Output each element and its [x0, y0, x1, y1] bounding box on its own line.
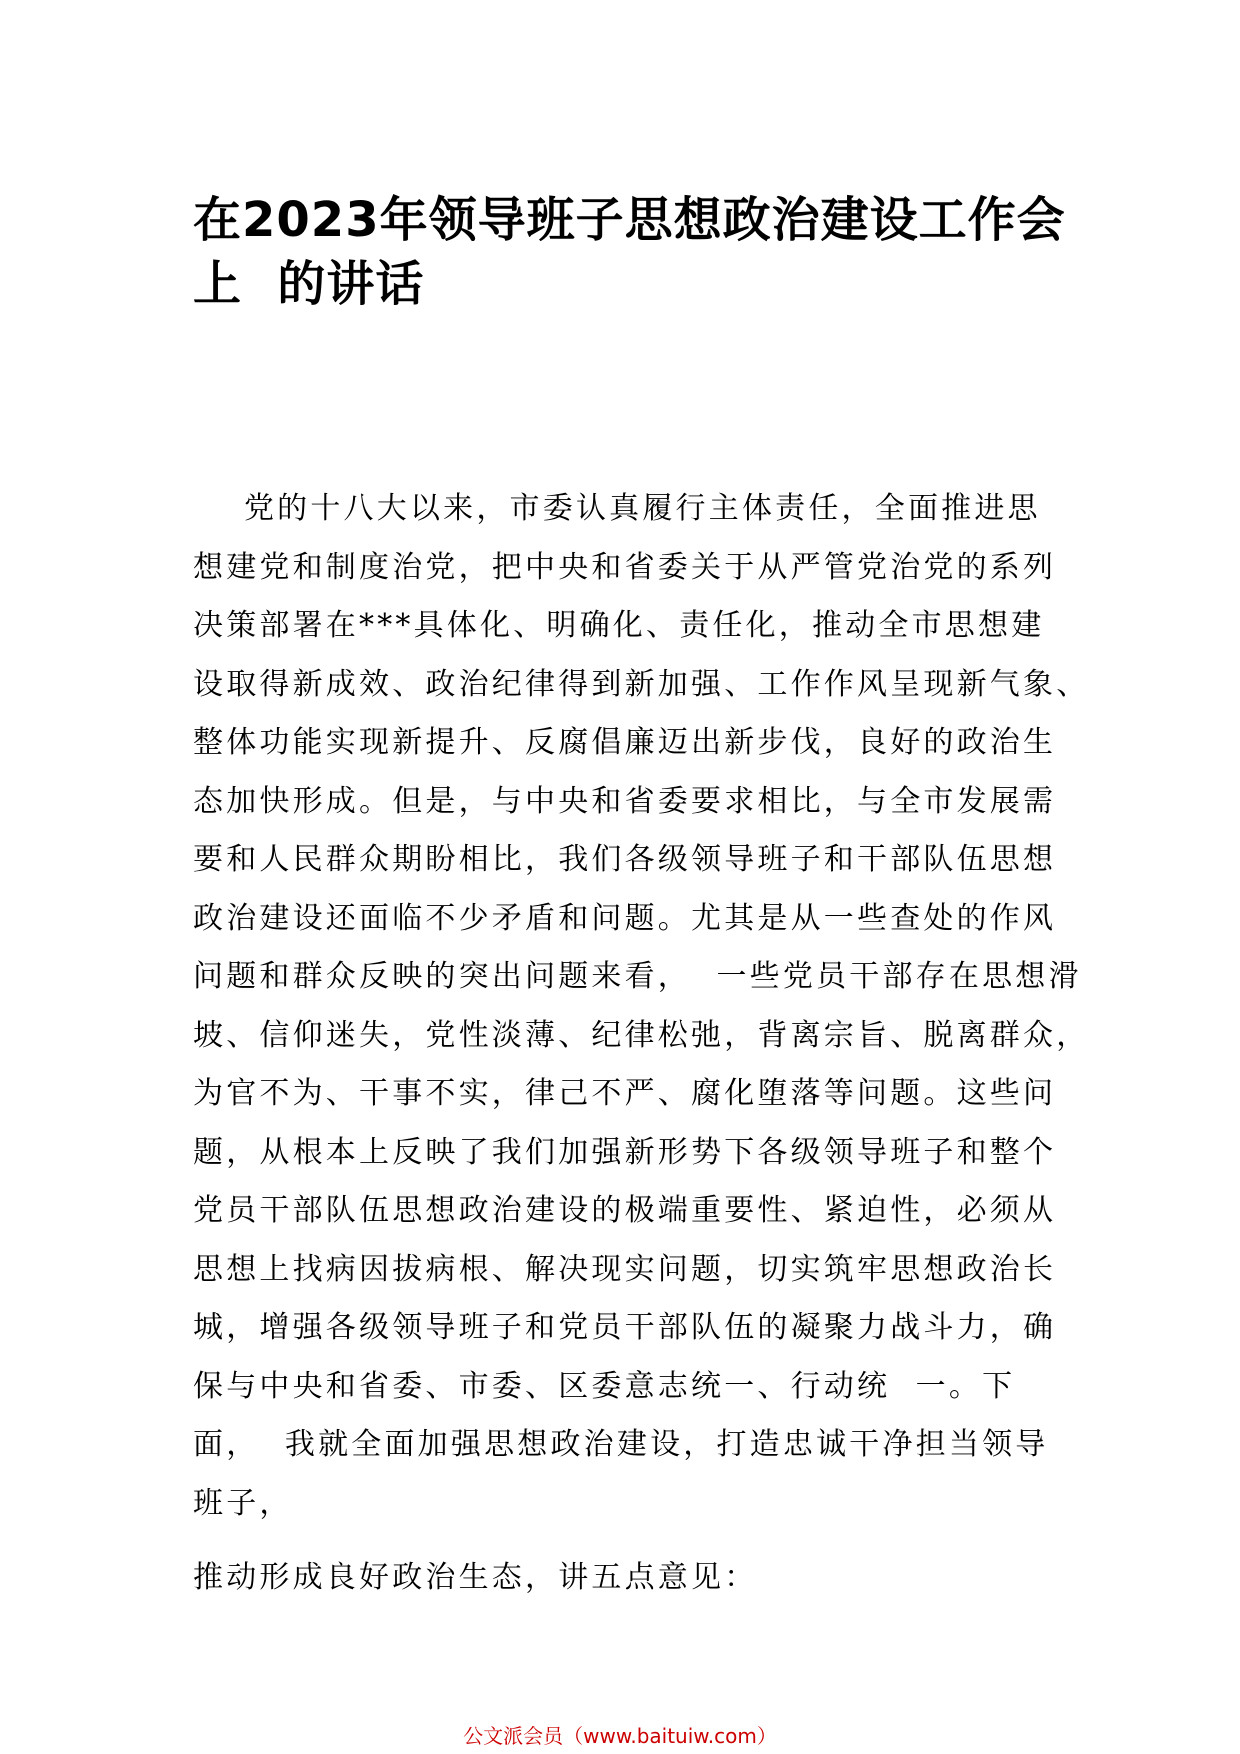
body-line: 班子，: [193, 1485, 293, 1521]
body-line: 想建党和制度治党，把中央和省委关于从严管党治党的系列: [193, 549, 1057, 585]
body-line: 政治建设还面临不少矛盾和问题。尤其是从一些查处的作风: [193, 900, 1057, 936]
footer-watermark: 公文派会员（www.baituiw.com）: [463, 1724, 777, 1748]
title-line-2: 上 的讲话: [193, 256, 425, 312]
document-title: [193, 188, 1073, 316]
body-tail-line: 推动形成良好政治生态，讲五点意见：: [193, 1560, 758, 1595]
body-line: 题，从根本上反映了我们加强新形势下各级领导班子和整个: [193, 1134, 1057, 1170]
body-paragraph: [193, 480, 1090, 1608]
body-line: 整体功能实现新提升、反腐倡廉迈出新步伐，良好的政治生: [193, 725, 1057, 760]
body-line: 决策部署在***具体化、明确化、责任化，推动全市思想建: [193, 608, 1045, 643]
body-line: 城，增强各级领导班子和党员干部队伍的凝聚力战斗力，确: [193, 1310, 1057, 1345]
body-line: 态加快形成。但是，与中央和省委要求相比，与全市发展需: [193, 783, 1057, 819]
title-line-1: 在2023年领导班子思想政治建设工作会: [193, 192, 1066, 248]
body-line: 党员干部队伍思想政治建设的极端重要性、紧迫性，必须从: [193, 1193, 1057, 1228]
body-line: 为官不为、干事不实，律己不严、腐化堕落等问题。这些问: [193, 1076, 1057, 1111]
body-line: 坡、信仰迷失，党性淡薄、纪律松弛，背离宗旨、脱离群众，: [193, 1017, 1090, 1053]
body-line: 要和人民群众期盼相比，我们各级领导班子和干部队伍思想: [193, 842, 1057, 877]
body-line: 保与中央和省委、市委、区委意志统一、行动统 一。下: [193, 1368, 1016, 1404]
body-line: 党的十八大以来，市委认真履行主体责任，全面推进思: [193, 491, 1041, 526]
body-line: 设取得新成效、政治纪律得到新加强、工作作风呈现新气象、: [193, 666, 1090, 702]
body-line: 面， 我就全面加强思想政治建设，打造忠诚干净担当领导: [193, 1427, 1049, 1462]
body-line: 思想上找病因拔病根、解决现实问题，切实筑牢思想政治长: [193, 1251, 1057, 1287]
body-line: 问题和群众反映的突出问题来看， 一些党员干部存在思想滑: [193, 959, 1082, 994]
